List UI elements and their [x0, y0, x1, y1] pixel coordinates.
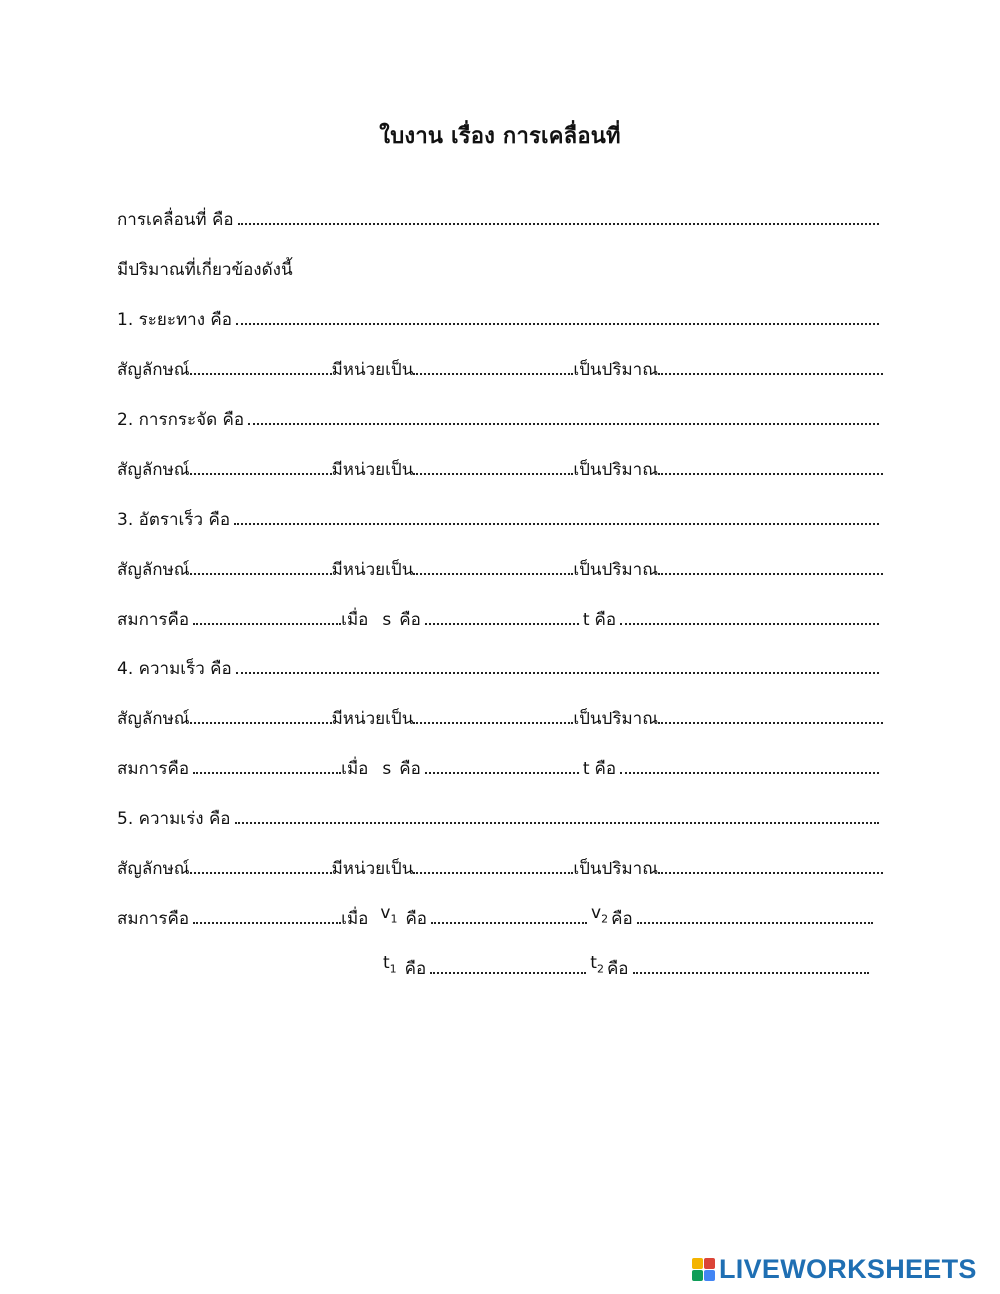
- when-label: เมื่อ: [341, 759, 369, 779]
- item-2-props-row: [117, 452, 883, 480]
- var-v1: $v_1$: [380, 902, 398, 925]
- quantity-type-label: เป็นปริมาณ: [573, 560, 658, 580]
- item-1-row: [117, 302, 883, 330]
- t1-blank[interactable]: [430, 972, 586, 974]
- equation-label: สมการคือ: [117, 909, 190, 929]
- logo-tiles-icon: [692, 1258, 715, 1281]
- symbol-blank[interactable]: [190, 872, 332, 874]
- var-s: s: [382, 610, 392, 630]
- t2-blank[interactable]: [633, 972, 869, 974]
- quantity-type-blank[interactable]: [658, 473, 883, 475]
- brand-name: LIVEWORKSHEETS: [719, 1254, 977, 1284]
- symbol-blank[interactable]: [190, 373, 332, 375]
- item-1-blank[interactable]: [236, 323, 879, 325]
- when-label: เมื่อ: [341, 610, 369, 630]
- page-title: ใบงาน เรื่อง การเคลื่อนที่: [379, 124, 621, 149]
- var-t1: $t_1$: [383, 952, 397, 975]
- item-4-label: 4. ความเร็ว คือ: [117, 659, 232, 679]
- quantities-heading-row: [117, 252, 883, 280]
- item-2-label: 2. การกระจัด คือ: [117, 410, 245, 430]
- var-t2: $t_2$: [590, 952, 604, 975]
- unit-label: มีหน่วยเป็น: [331, 560, 414, 580]
- unit-label: มีหน่วยเป็น: [331, 709, 414, 729]
- unit-blank[interactable]: [413, 872, 573, 874]
- is-label: คือ: [606, 959, 629, 979]
- is-label: คือ: [405, 909, 428, 929]
- equation-blank[interactable]: [193, 922, 341, 924]
- quantity-type-label: เป็นปริมาณ: [573, 709, 658, 729]
- is-label: คือ: [399, 759, 421, 779]
- symbol-label: สัญลักษณ์: [117, 859, 190, 879]
- unit-label: มีหน่วยเป็น: [331, 460, 414, 480]
- equation-blank[interactable]: [193, 623, 341, 625]
- symbol-blank[interactable]: [190, 473, 332, 475]
- var-s: s: [382, 759, 392, 779]
- quantity-type-label: เป็นปริมาณ: [573, 360, 658, 380]
- var-t: t: [582, 610, 590, 630]
- quantity-type-blank[interactable]: [658, 373, 883, 375]
- unit-blank[interactable]: [413, 473, 573, 475]
- quantity-type-blank[interactable]: [658, 573, 883, 575]
- unit-blank[interactable]: [413, 573, 573, 575]
- item-2-blank[interactable]: [248, 423, 879, 425]
- item-3-equation-row: [117, 602, 883, 630]
- quantity-type-label: เป็นปริมาณ: [573, 859, 658, 879]
- item-3-blank[interactable]: [234, 523, 879, 525]
- quantity-type-label: เป็นปริมาณ: [573, 460, 658, 480]
- definition-label: การเคลื่อนที่ คือ: [117, 210, 234, 230]
- item-5-props-row: [117, 851, 883, 879]
- symbol-label: สัญลักษณ์: [117, 460, 190, 480]
- item-5-row: [117, 801, 883, 829]
- symbol-label: สัญลักษณ์: [117, 560, 190, 580]
- equation-label: สมการคือ: [117, 610, 190, 630]
- item-4-row: [117, 651, 883, 679]
- s-blank[interactable]: [425, 772, 579, 774]
- unit-label: มีหน่วยเป็น: [331, 859, 414, 879]
- unit-blank[interactable]: [413, 722, 573, 724]
- is-label: คือ: [594, 610, 617, 630]
- item-4-blank[interactable]: [236, 672, 879, 674]
- var-v2: $v_2$: [591, 902, 609, 925]
- unit-blank[interactable]: [413, 373, 573, 375]
- item-5-time-row: [383, 951, 873, 979]
- item-1-label: 1. ระยะทาง คือ: [117, 310, 233, 330]
- symbol-blank[interactable]: [190, 722, 332, 724]
- item-5-label: 5. ความเร่ง คือ: [117, 809, 231, 829]
- item-3-label: 3. อัตราเร็ว คือ: [117, 510, 231, 530]
- s-blank[interactable]: [425, 623, 579, 625]
- symbol-label: สัญลักษณ์: [117, 709, 190, 729]
- definition-row: [117, 202, 883, 230]
- liveworksheets-logo: [692, 1254, 977, 1285]
- item-1-props-row: [117, 352, 883, 380]
- item-4-equation-row: [117, 751, 883, 779]
- equation-blank[interactable]: [193, 772, 341, 774]
- t-blank[interactable]: [620, 623, 879, 625]
- item-3-props-row: [117, 552, 883, 580]
- is-label: คือ: [594, 759, 617, 779]
- is-label: คือ: [611, 909, 633, 929]
- item-5-equation-row: [117, 901, 877, 929]
- v2-blank[interactable]: [637, 922, 873, 924]
- item-3-row: [117, 502, 883, 530]
- is-label: คือ: [404, 959, 427, 979]
- quantity-type-blank[interactable]: [658, 722, 883, 724]
- when-label: เมื่อ: [341, 909, 369, 929]
- is-label: คือ: [399, 610, 421, 630]
- quantities-heading: มีปริมาณที่เกี่ยวข้องดังนี้: [117, 260, 293, 280]
- quantity-type-blank[interactable]: [658, 872, 883, 874]
- equation-label: สมการคือ: [117, 759, 190, 779]
- v1-blank[interactable]: [431, 922, 587, 924]
- definition-blank[interactable]: [238, 223, 879, 225]
- symbol-blank[interactable]: [190, 573, 332, 575]
- unit-label: มีหน่วยเป็น: [331, 360, 414, 380]
- item-4-props-row: [117, 701, 883, 729]
- item-2-row: [117, 402, 883, 430]
- var-t: t: [582, 759, 590, 779]
- item-5-blank[interactable]: [235, 822, 879, 824]
- t-blank[interactable]: [620, 772, 879, 774]
- symbol-label: สัญลักษณ์: [117, 360, 190, 380]
